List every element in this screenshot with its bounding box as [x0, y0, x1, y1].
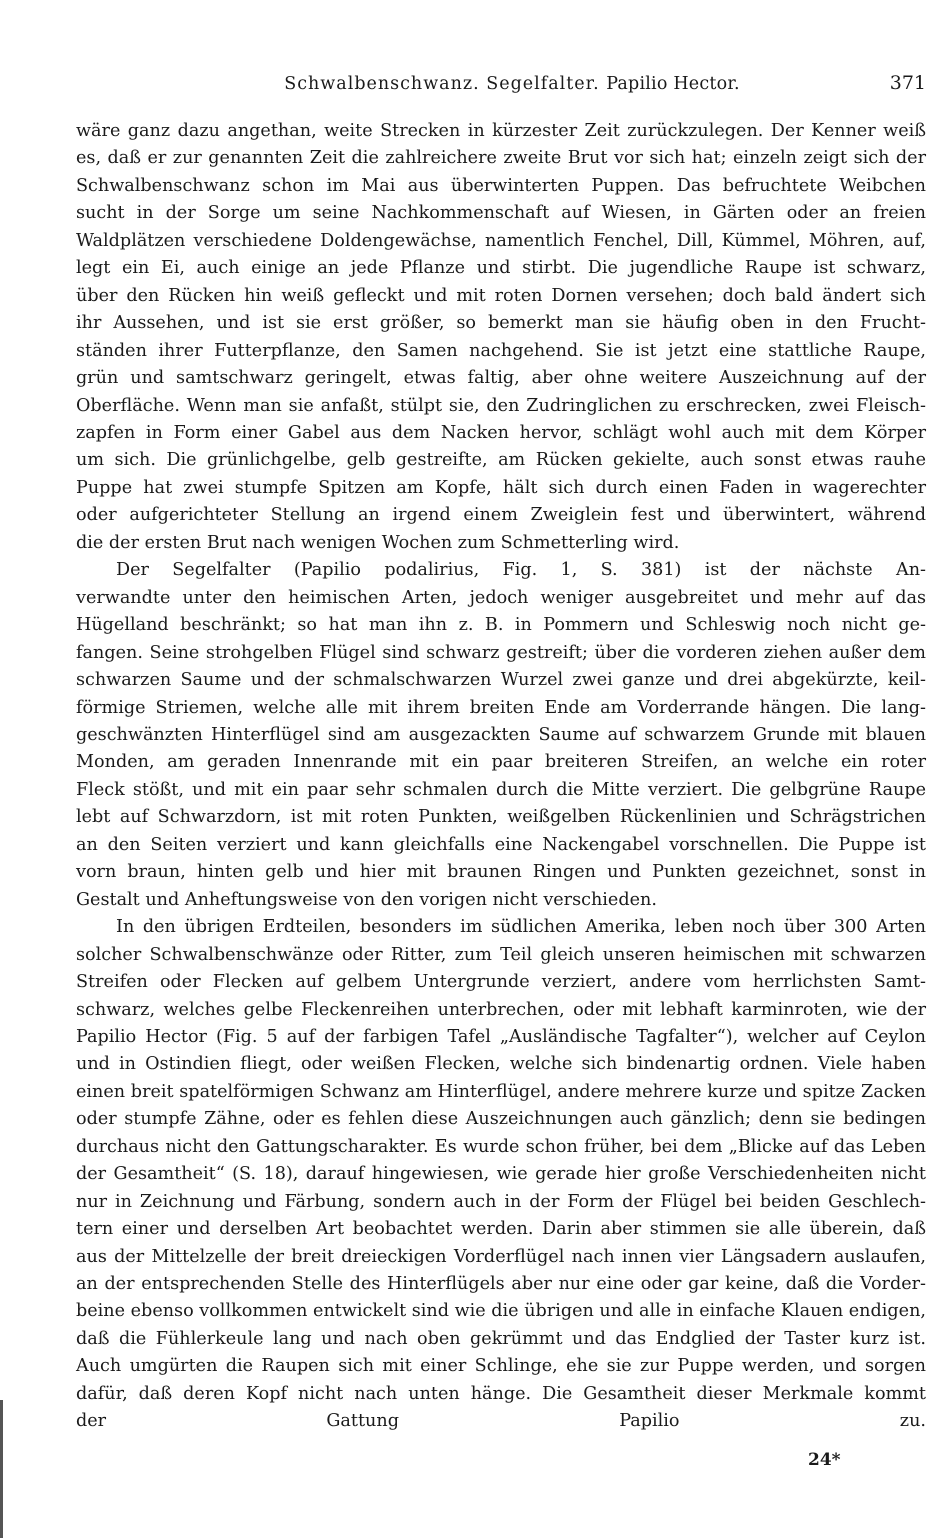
text-line: Streifen oder Flecken auf gelbem Untergrunde verziert, andere vom herrlichsten Samt- [76, 972, 926, 993]
text-line: schwarz, welches gelbe Fleckenreihen unterbrechen, oder mit lebhaft karminroten, wie der [76, 999, 926, 1020]
text-line: vorn braun, hinten gelb und hier mit braunen Ringen und Punkten gezeichnet, sonst in [76, 862, 926, 883]
text-line: förmige Striemen, welche alle mit ihrem breiten Ende am Vorderrande hängen. Die lang- [76, 697, 926, 718]
text-line: Waldplätzen verschiedene Doldengewächse, namentlich Fenchel, Dill, Kümmel, Möhren, auf, [76, 230, 926, 251]
text-line: Fleck stößt, und mit ein paar sehr schmalen durch die Mitte verziert. Die gelbgrüne Raupe [76, 779, 926, 800]
text-line: oder stumpfe Zähne, oder es fehlen diese Auszeichnungen auch gänzlich; denn sie bedingen [76, 1109, 926, 1130]
text-line: tern einer und derselben Art beobachtet werden. Darin aber stimmen sie alle überein, daß [76, 1219, 926, 1240]
text-line: der Gattung Papilio zu. [76, 1411, 926, 1432]
running-head [76, 72, 926, 104]
text-line: daß die Fühlerkeule lang und nach oben gekrümmt und das Endglied der Taster kurz ist. [76, 1328, 926, 1349]
text-line: Schwalbenschwanz schon im Mai aus überwinterten Puppen. Das befruchtete Weibchen [76, 175, 926, 196]
text-line: dafür, daß deren Kopf nicht nach unten hänge. Die Gesamtheit dieser Merkmale kommt [76, 1383, 926, 1404]
text-line: verwandte unter den heimischen Arten, jedoch weniger ausgebreitet und mehr auf das [76, 587, 926, 608]
text-line: oder aufgerichteter Stellung an irgend einem Zweiglein fest und überwintert, während [76, 505, 926, 526]
paragraph-start-line: Der Segelfalter (Papilio podalirius, Fig. 1, S. 381) ist der nächste An- [116, 560, 926, 581]
text-line: fangen. Seine strohgelben Flügel sind schwarz gestreift; über die vorderen ziehen außer dem [76, 642, 926, 663]
text-line: grün und samtschwarz geringelt, etwas faltig, aber ohne weitere Auszeichnung auf der [76, 368, 926, 389]
signature-mark: 24* [808, 1449, 841, 1470]
text-line: Auch umgürten die Raupen sich mit einer Schlinge, ehe sie zur Puppe werden, und sorgen [76, 1356, 926, 1377]
page-edge-shadow [0, 1400, 3, 1538]
text-line: nur in Zeichnung und Färbung, sondern auch in der Form der Flügel bei beiden Geschlech- [76, 1191, 926, 1212]
text-line: Puppe hat zwei stumpfe Spitzen am Kopfe, hält sich durch einen Faden in wagerechter [76, 477, 926, 498]
text-line: solcher Schwalbenschwänze oder Ritter, zum Teil gleich unseren heimischen mit schwarzen [76, 944, 926, 965]
text-line: geschwänzten Hinterflügel sind am ausgezackten Saume auf schwarzem Grunde mit blauen [76, 724, 926, 745]
text-line: Papilio Hector (Fig. 5 auf der farbigen Tafel „Ausländische Tagfalter“), welcher auf Ceylon [76, 1026, 926, 1047]
text-line: an der entsprechenden Stelle des Hinterflügels aber nur eine oder gar keine, daß die Vorder- [76, 1274, 926, 1295]
text-line: lebt auf Schwarzdorn, ist mit roten Punkten, weißgelben Rückenlinien und Schrägstrichen [76, 807, 926, 828]
running-head-title-latin: Papilio Hector. [606, 74, 740, 94]
text-line: durchaus nicht den Gattungscharakter. Es wurde schon früher, bei dem „Blicke auf das Leben [76, 1136, 926, 1157]
text-line: Hügelland beschränkt; so hat man ihn z. B. in Pommern und Schleswig noch nicht ge- [76, 615, 926, 636]
text-line: es, daß er zur genannten Zeit die zahlreichere zweite Brut vor sich hat; einzeln zeigt sich der [76, 148, 926, 169]
text-line: über den Rücken hin weiß gefleckt und mit roten Dornen versehen; doch bald ändert sich [76, 285, 926, 306]
text-line: der Gesamtheit“ (S. 18), darauf hingewiesen, wie gerade hier große Verschiedenheiten nicht [76, 1164, 926, 1185]
text-line: Gestalt und Anheftungsweise von den vorigen nicht verschieden. [76, 889, 657, 910]
text-line: und in Ostindien fliegt, oder weißen Flecken, welche sich bindenartig ordnen. Viele haben [76, 1054, 926, 1075]
text-line: ihr Aussehen, und ist sie erst größer, so bemerkt man sie häufig oben in den Frucht- [76, 313, 926, 334]
page-number: 371 [889, 72, 926, 94]
body-text [76, 118, 926, 1436]
text-line: wäre ganz dazu angethan, weite Strecken in kürzester Zeit zurückzulegen. Der Kenner weiß [76, 121, 926, 141]
text-line: um sich. Die grünlichgelbe, gelb gestreifte, am Rücken gekielte, auch sonst etwas rauhe [76, 450, 926, 471]
paragraph-start-line: In den übrigen Erdteilen, besonders im südlichen Amerika, leben noch über 300 Arten [116, 917, 926, 938]
text-line: schwarzen Saume und der schmalschwarzen Wurzel zwei ganze und drei abgekürzte, keil- [76, 670, 926, 691]
text-line: ständen ihrer Futterpflanze, den Samen nachgehend. Sie ist jetzt eine stattliche Raupe, [76, 340, 926, 361]
text-line: an den Seiten verziert und kann gleichfalls eine Nackengabel vorschnellen. Die Puppe ist [76, 834, 926, 855]
text-line: aus der Mittelzelle der breit dreieckigen Vorderflügel nach innen vier Längsadern auslaufen, [76, 1246, 926, 1267]
text-line: sucht in der Sorge um seine Nachkommenschaft auf Wiesen, in Gärten oder an freien [76, 203, 926, 224]
text-line: die der ersten Brut nach wenigen Wochen zum Schmetterling wird. [76, 532, 680, 553]
running-head-title-fraktur: Schwalbenschwanz. Segelfalter. [284, 74, 600, 94]
text-line: Oberfläche. Wenn man sie anfaßt, stülpt sie, den Zudringlichen zu erschrecken, zwei Fleisch- [76, 395, 926, 416]
running-head-title [284, 74, 739, 94]
text-line: zapfen in Form einer Gabel aus dem Nacken hervor, schlägt wohl auch mit dem Körper [76, 422, 926, 443]
text-line: Monden, am geraden Innenrande mit ein paar breiteren Streifen, an welche ein roter [76, 752, 926, 773]
text-line: legt ein Ei, auch einige an jede Pflanze und stirbt. Die jugendliche Raupe ist schwarz, [76, 258, 926, 279]
text-line: beine ebenso vollkommen entwickelt sind wie die übrigen und alle in einfache Klauen endigen, [76, 1301, 926, 1322]
text-line: einen breit spatelförmigen Schwanz am Hinterflügel, andere mehrere kurze und spitze Zacken [76, 1081, 926, 1102]
